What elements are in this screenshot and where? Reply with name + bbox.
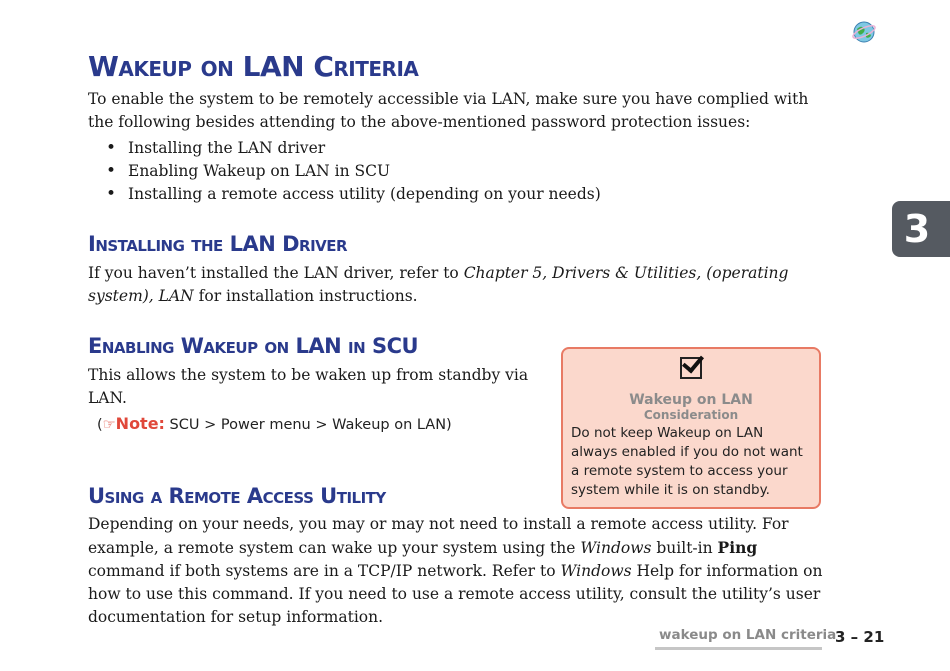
footer-rule	[655, 647, 822, 650]
scu-paragraph: This allows the system to be waken up from standby via LAN.	[88, 366, 529, 407]
globe-icon	[852, 20, 876, 44]
box-subtitle: Consideration	[643, 408, 739, 422]
list-item: • Enabling Wakeup on LAN in SCU	[88, 160, 601, 183]
page-number: 3 – 21	[835, 628, 885, 646]
box-text: Do not keep Wakeup on LAN always enabled if you do not want a remote system to access your system while it is on standby.	[571, 425, 803, 498]
page-title: Wakeup on LAN Criteria	[88, 50, 419, 83]
utility-paragraph: Depending on your needs, you may or may not need to install a remote access utility. For example, a remote system can wake up your system using the Windows built-in Ping command if both systems are in a TCP/IP network. Refer to Windows Help for information on how to use this command. If you need to use a remote access utility, consult the utility’s user documentation for setup information.	[88, 515, 823, 626]
chapter-reference: Chapter 5, Drivers & Utilities, (operating system), LAN	[88, 264, 789, 305]
list-item: • Installing a remote access utility (depending on your needs)	[88, 183, 601, 206]
section-heading-driver: Installing the LAN Driver	[88, 232, 348, 256]
pointing-hand-icon: ☞	[102, 417, 116, 433]
chapter-tab: 3	[892, 201, 950, 257]
footer-section-title: wakeup on LAN criteria	[659, 627, 837, 643]
criteria-list	[88, 137, 601, 206]
section-heading-scu: Enabling Wakeup on LAN in SCU	[88, 334, 419, 358]
checkbox-check-icon	[680, 357, 702, 379]
note-line: (☞Note: SCU > Power menu > Wakeup on LAN)	[97, 414, 452, 433]
consideration-box	[561, 347, 821, 509]
driver-paragraph: If you haven’t installed the LAN driver, refer to Chapter 5, Drivers & Utilities, (operating system), LAN for installation instructions.	[88, 264, 789, 305]
box-title: Wakeup on LAN	[629, 392, 753, 408]
section-heading-utility: Using a Remote Access Utility	[88, 484, 386, 508]
note-text: SCU > Power menu > Wakeup on LAN)	[164, 417, 452, 433]
intro-paragraph: To enable the system to be remotely accessible via LAN, make sure you have complied with the following besides attending to the above-mentioned password protection issues:	[88, 90, 809, 131]
list-item: • Installing the LAN driver	[88, 137, 601, 160]
note-label: Note:	[115, 414, 165, 433]
